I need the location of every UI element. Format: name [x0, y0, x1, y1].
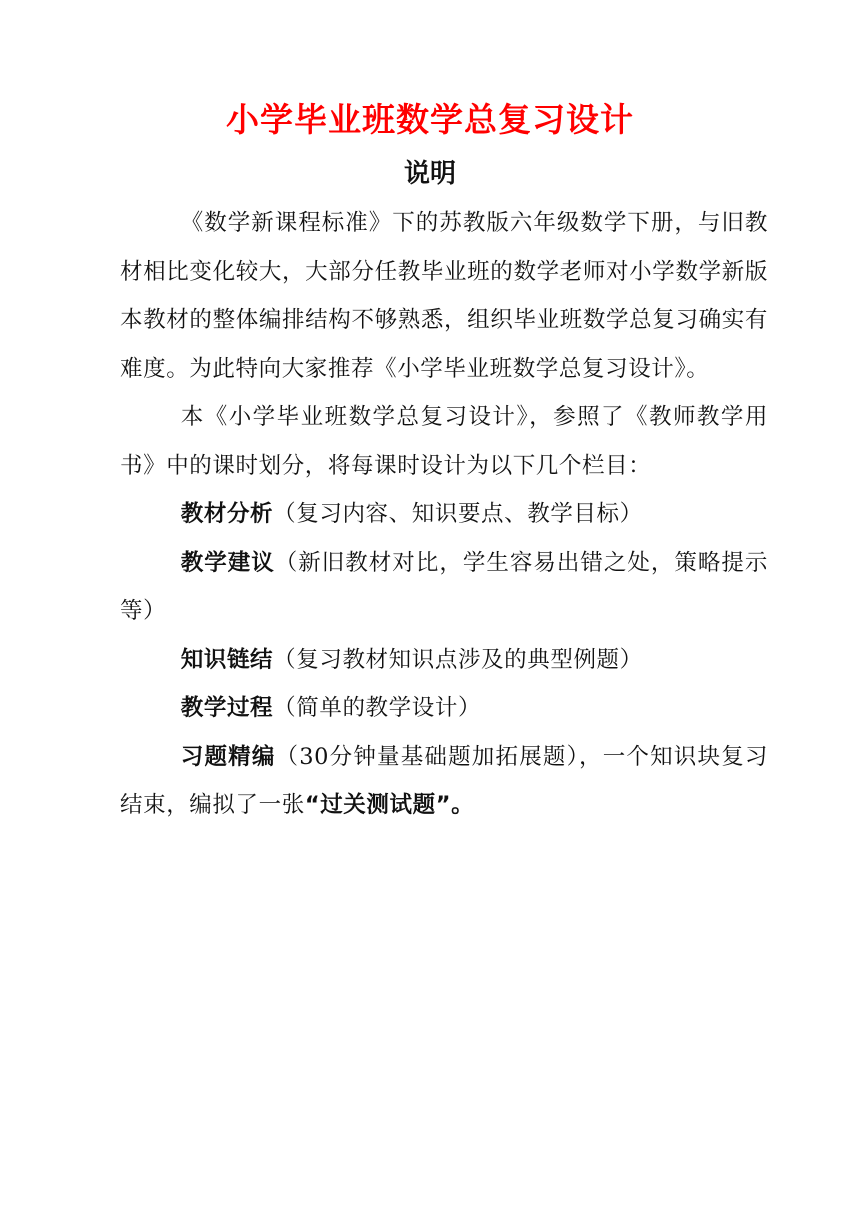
- column-term: 知识链结: [180, 646, 274, 673]
- intro-paragraph: 《数学新课程标准》下的苏教版六年级数学下册，与旧教材相比变化较大，大部分任教毕业班的数学老师对小学数学新版本教材的整体编排结构不够熟悉，组织毕业班数学总复习确实有难度。为此特向大家推荐《小学毕业班数学总复习设计》。: [120, 210, 768, 382]
- structure-paragraph: 本《小学毕业班数学总复习设计》，参照了《教师教学用书》中的课时划分，将每课时设计为以下几个栏目：: [120, 404, 768, 479]
- column-term: 教学过程: [180, 695, 274, 721]
- column-term: 教材分析: [180, 501, 274, 527]
- column-item-suggestions: [120, 539, 768, 636]
- document-title: 小学毕业班数学总复习设计: [226, 100, 634, 139]
- column-description: （30分钟量基础题加拓展题），一个知识块复习结束，编拟了一张: [120, 743, 768, 818]
- column-item-links: [120, 636, 768, 685]
- document-body: [120, 199, 768, 830]
- column-term: 教学建议: [180, 549, 275, 576]
- column-term: 习题精编: [180, 743, 276, 770]
- test-quote: “过关测试题”。: [304, 792, 475, 818]
- column-description: （复习内容、知识要点、教学目标）: [273, 501, 643, 527]
- document-subtitle: 说明: [403, 159, 456, 189]
- column-item-analysis: [120, 490, 768, 539]
- column-description: （新旧教材对比，学生容易出错之处，策略提示等）: [120, 549, 768, 624]
- column-description: （简单的教学设计）: [273, 695, 482, 721]
- column-item-exercises: [120, 733, 768, 830]
- column-description: （复习教材知识点涉及的典型例题）: [273, 646, 643, 673]
- column-item-process: [120, 684, 768, 733]
